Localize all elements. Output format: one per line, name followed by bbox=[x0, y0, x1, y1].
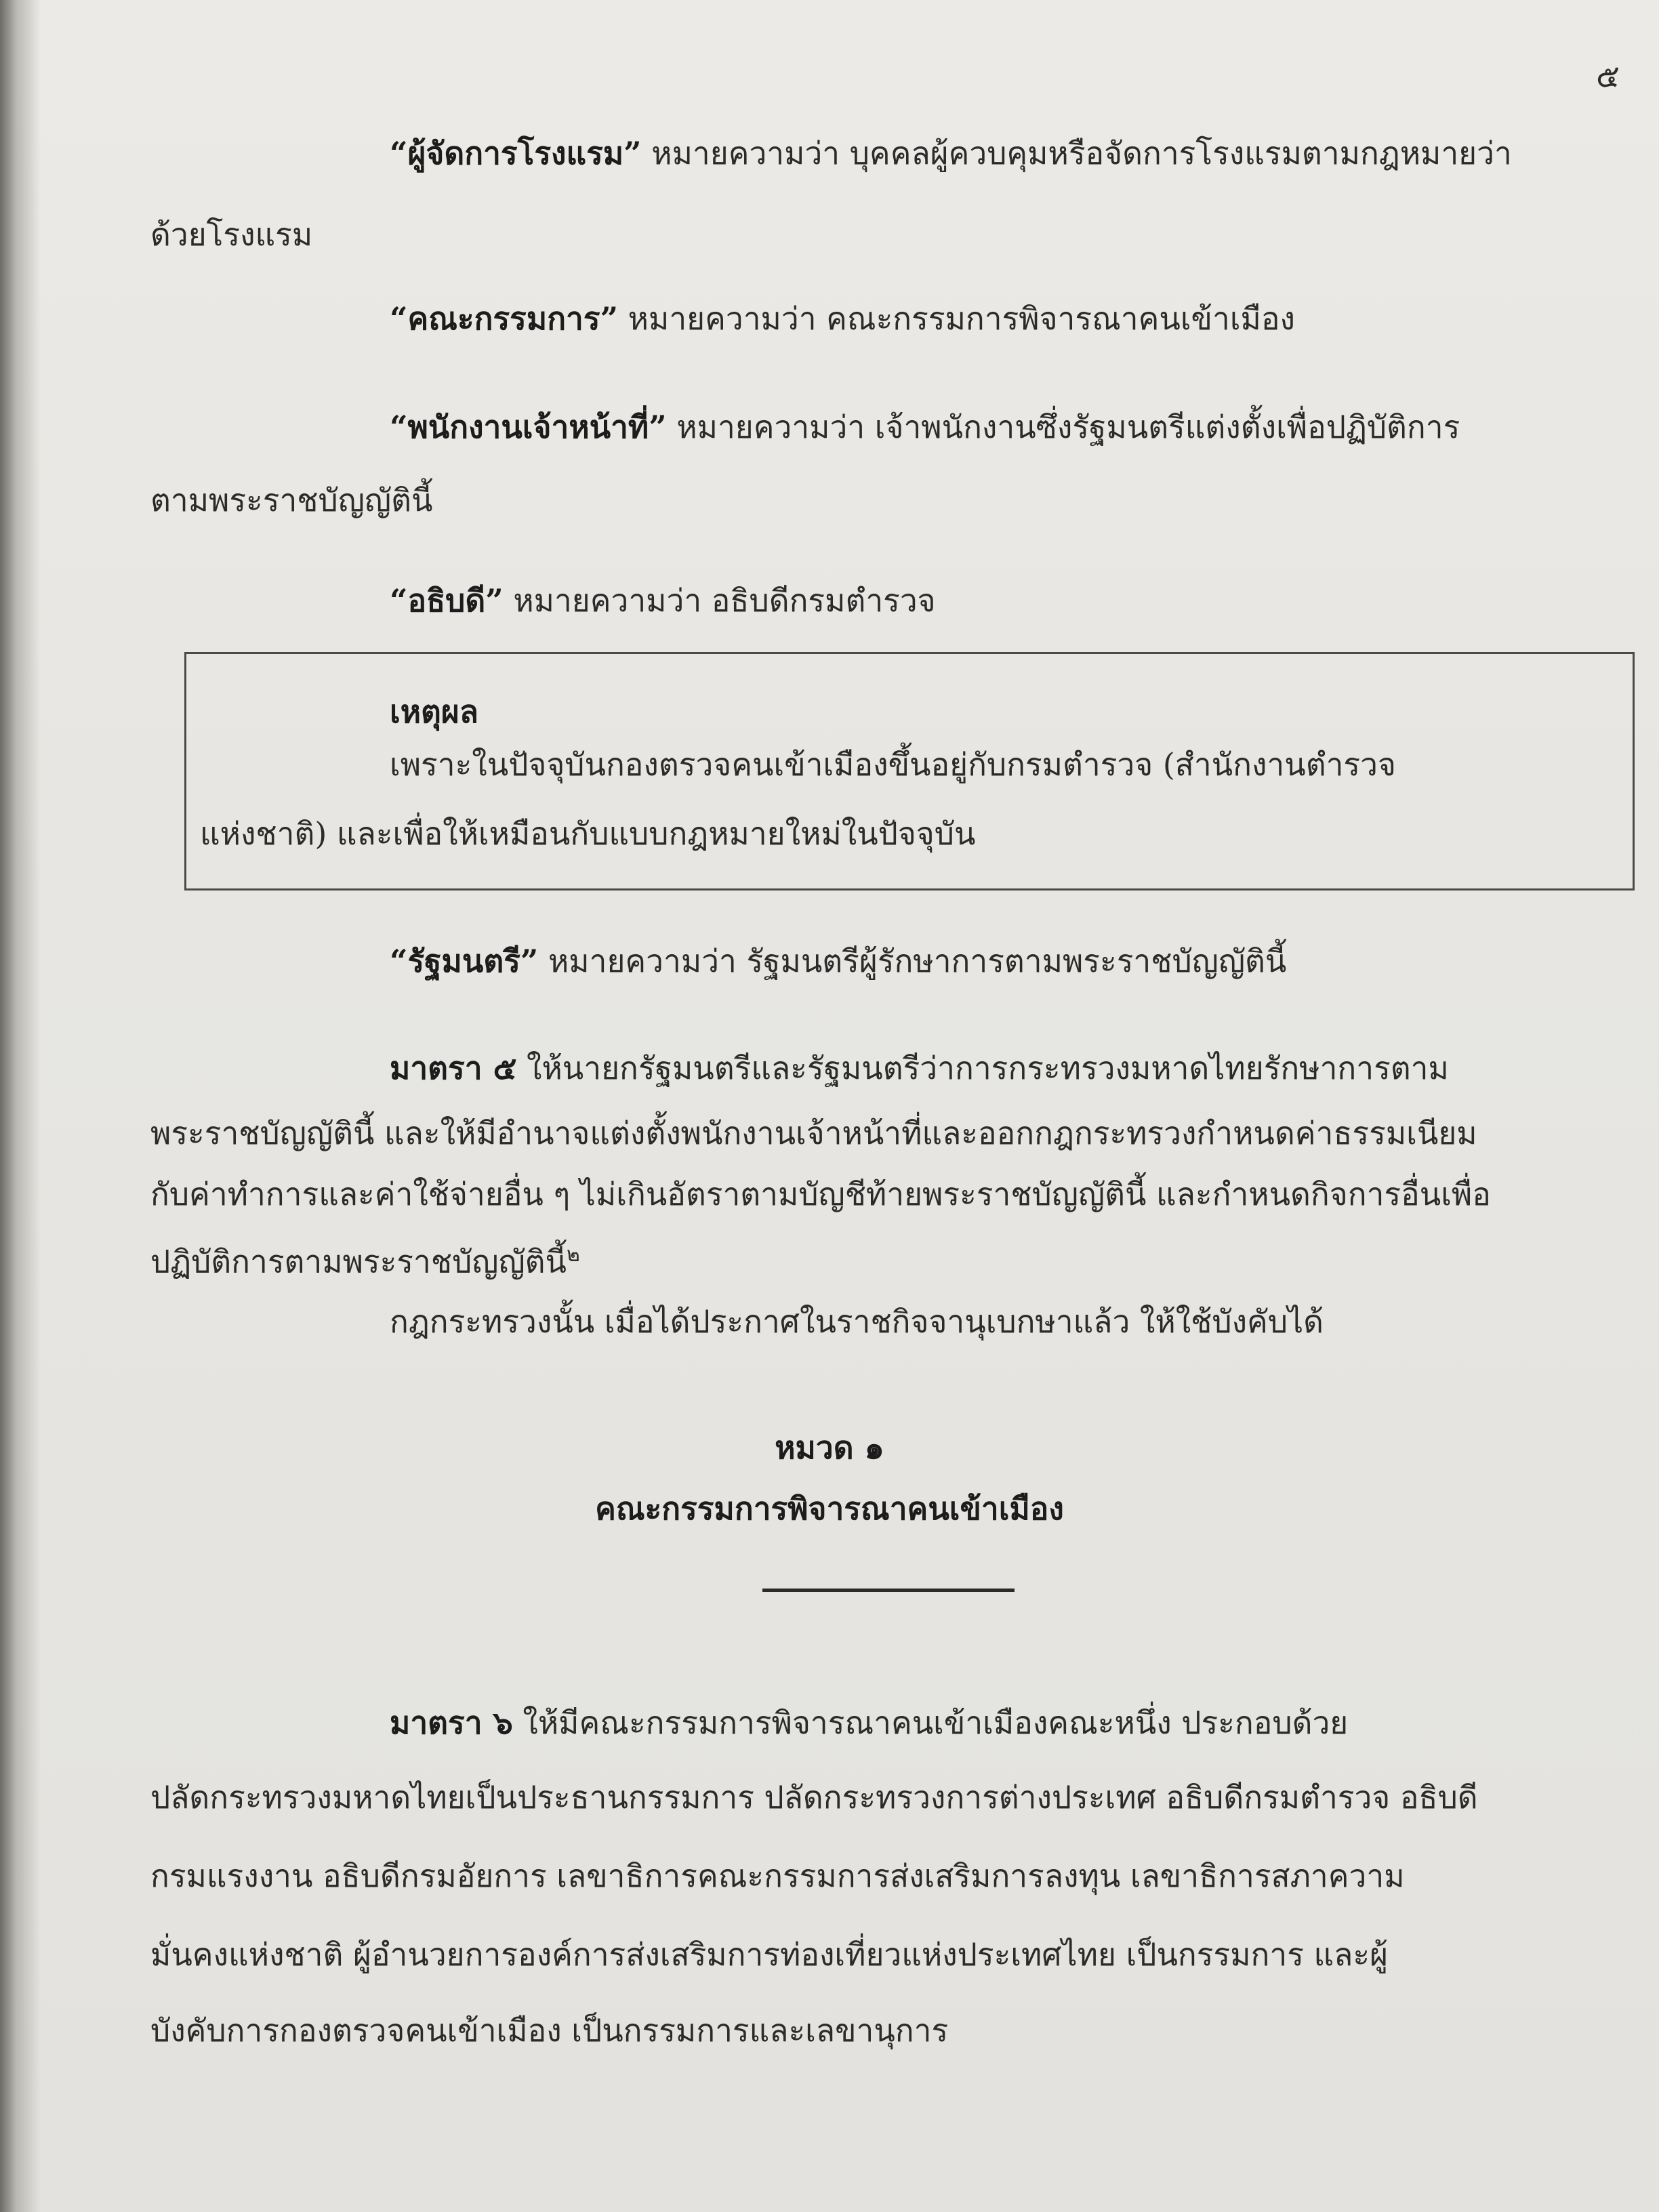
footnote-mark: ๒ bbox=[566, 1243, 580, 1267]
definition-minister bbox=[390, 941, 1286, 981]
definition-continuation: ตามพระราชบัญญัตินี้ bbox=[150, 482, 433, 518]
definition-hotel-manager bbox=[390, 133, 1512, 173]
definition-text: หมายความว่า รัฐมนตรีผู้รักษาการตามพระราชบัญญัตินี้ bbox=[538, 943, 1287, 979]
chapter-divider bbox=[762, 1589, 1015, 1592]
definition-director-general bbox=[390, 580, 936, 621]
section-6 bbox=[390, 1702, 1348, 1743]
binding-shadow bbox=[0, 0, 41, 2212]
section-text: พระราชบัญญัตินี้ และให้มีอำนาจแต่งตั้งพนักงานเจ้าหน้าที่และออกกฎกระทรวงกำหนดค่าธรรมเนียม bbox=[150, 1115, 1477, 1151]
reason-text: เพราะในปัจจุบันกองตรวจคนเข้าเมืองขึ้นอยู่กับกรมตำรวจ (สำนักงานตำรวจ bbox=[390, 746, 1396, 783]
section-label: มาตรา ๕ bbox=[390, 1050, 517, 1086]
reason-heading: เหตุผล bbox=[390, 693, 479, 730]
chapter-title: คณะกรรมการพิจารณาคนเข้าเมือง bbox=[595, 1490, 1064, 1527]
section-text: กฎกระทรวงนั้น เมื่อได้ประกาศในราชกิจจานุเบกษาแล้ว ให้ใช้บังคับได้ bbox=[390, 1303, 1324, 1340]
definition-text: หมายความว่า บุคคลผู้ควบคุมหรือจัดการโรงแรมตามกฎหมายว่า bbox=[641, 135, 1512, 171]
definition-text: หมายความว่า เจ้าพนักงานซึ่งรัฐมนตรีแต่งตั้งเพื่อปฏิบัติการ bbox=[666, 409, 1460, 445]
term-minister: “รัฐมนตรี” bbox=[390, 943, 539, 979]
term-director-general: “อธิบดี” bbox=[390, 582, 504, 619]
section-text-last bbox=[150, 1235, 580, 1282]
reason-text: แห่งชาติ) และเพื่อให้เหมือนกับแบบกฎหมายใหม่ในปัจจุบัน bbox=[200, 815, 976, 852]
section-text: กรมแรงงาน อธิบดีกรมอัยการ เลขาธิการคณะกรรมการส่งเสริมการลงทุน เลขาธิการสภาความ bbox=[150, 1858, 1405, 1894]
term-committee: “คณะกรรมการ” bbox=[390, 300, 619, 337]
definition-official bbox=[390, 407, 1460, 447]
section-text: ปฏิบัติการตามพระราชบัญญัตินี้ bbox=[150, 1243, 567, 1280]
term-official: “พนักงานเจ้าหน้าที่” bbox=[390, 409, 667, 445]
term-hotel-manager: “ผู้จัดการโรงแรม” bbox=[390, 135, 642, 171]
chapter-number: หมวด ๑ bbox=[775, 1429, 884, 1466]
section-text: ปลัดกระทรวงมหาดไทยเป็นประธานกรรมการ ปลัดกระทรวงการต่างประเทศ อธิบดีกรมตำรวจ อธิบดี bbox=[150, 1779, 1478, 1816]
page-number: ๕ bbox=[1596, 58, 1620, 94]
section-5 bbox=[390, 1048, 1449, 1088]
section-text: บังคับการกองตรวจคนเข้าเมือง เป็นกรรมการและเลขานุการ bbox=[150, 2012, 949, 2049]
definition-continuation: ด้วยโรงแรม bbox=[150, 216, 313, 253]
definition-text: หมายความว่า อธิบดีกรมตำรวจ bbox=[503, 582, 936, 619]
definition-committee bbox=[390, 298, 1295, 339]
definition-text: หมายความว่า คณะกรรมการพิจารณาคนเข้าเมือง bbox=[618, 300, 1295, 337]
section-text: กับค่าทำการและค่าใช้จ่ายอื่น ๆ ไม่เกินอัตราตามบัญชีท้ายพระราชบัญญัตินี้ และกำหนดกิจการอื่นเพื่อ bbox=[150, 1176, 1491, 1212]
section-label: มาตรา ๖ bbox=[390, 1704, 513, 1741]
section-text: มั่นคงแห่งชาติ ผู้อำนวยการองค์การส่งเสริมการท่องเที่ยวแห่งประเทศไทย เป็นกรรมการ และผู้ bbox=[150, 1936, 1389, 1973]
section-text: ให้มีคณะกรรมการพิจารณาคนเข้าเมืองคณะหนึ่ง ประกอบด้วย bbox=[512, 1704, 1349, 1741]
section-text: ให้นายกรัฐมนตรีและรัฐมนตรีว่าการกระทรวงมหาดไทยรักษาการตาม bbox=[516, 1050, 1449, 1086]
